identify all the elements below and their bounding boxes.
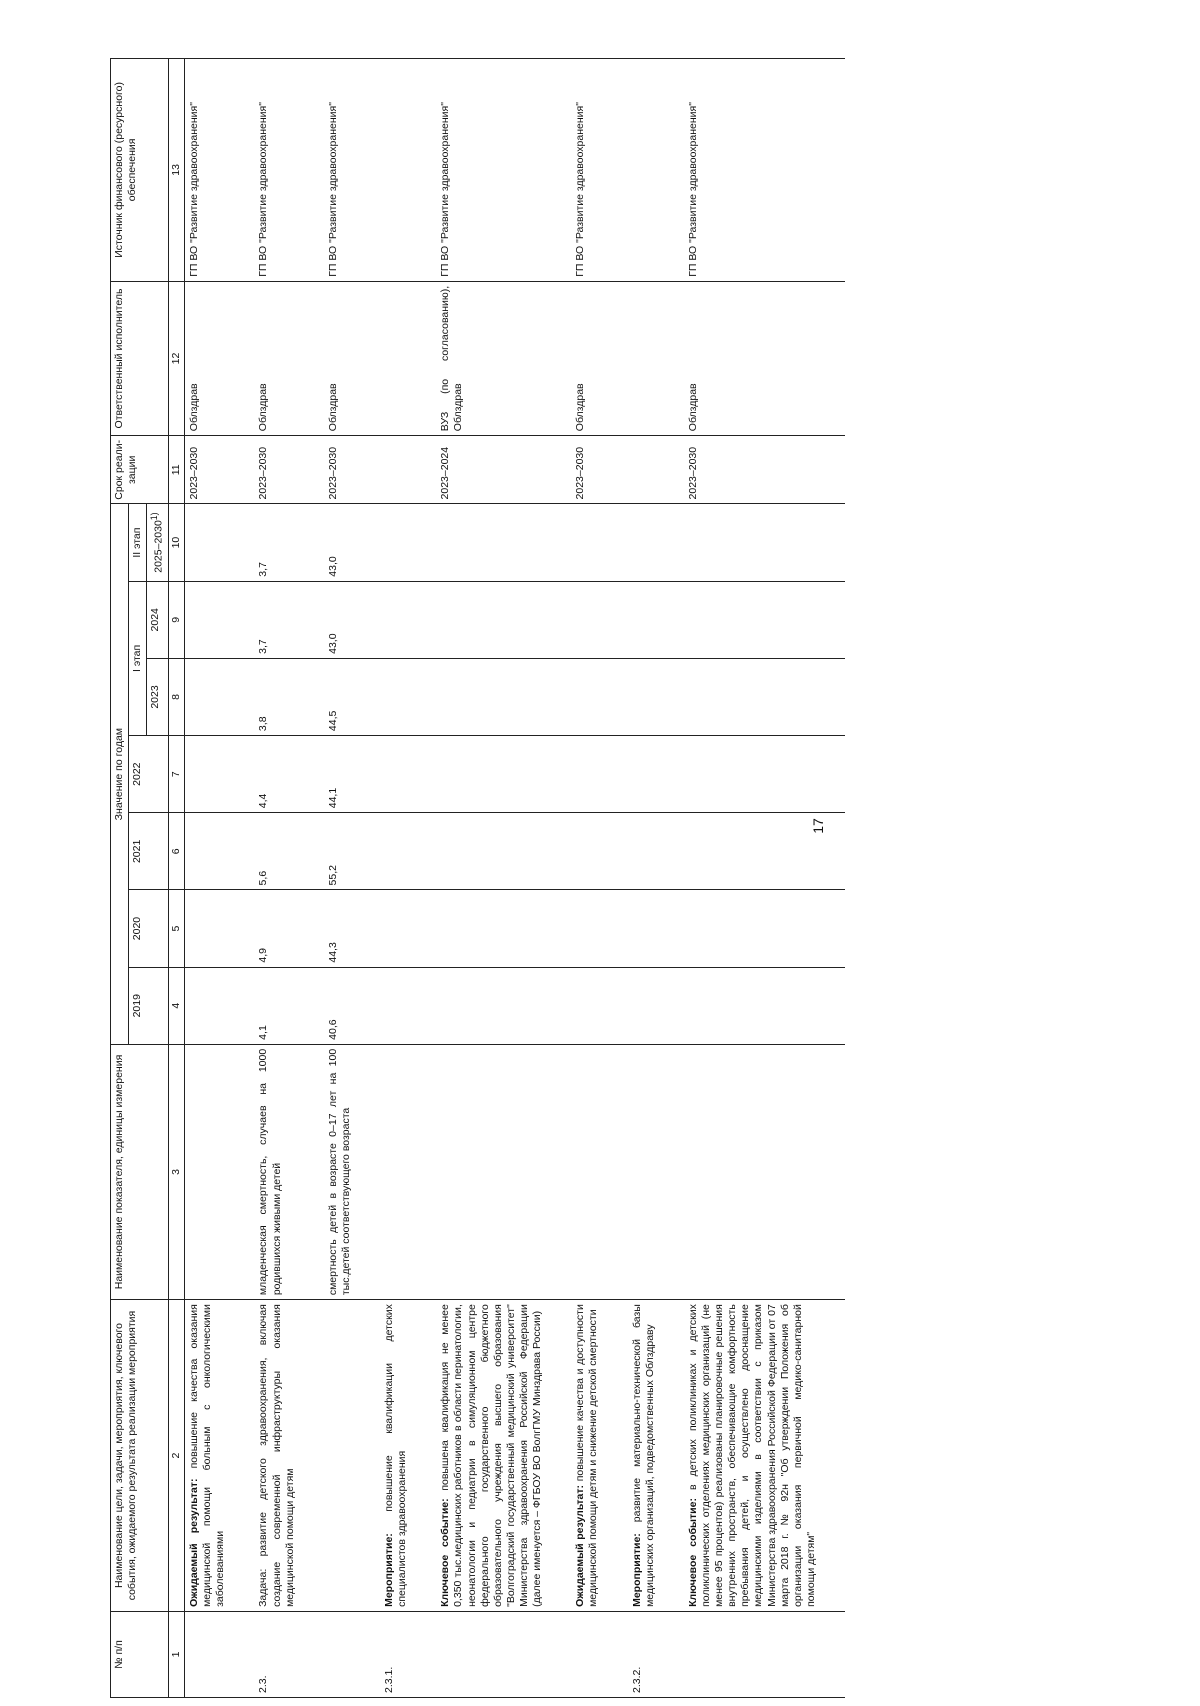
value-2025-2030	[436, 504, 547, 581]
row-label-text: повышение качества оказания медицинской помощи больным с онкологическими заболеваниями	[188, 1304, 227, 1607]
spacer-cell	[412, 581, 436, 658]
value-2021: 55,2	[324, 813, 356, 890]
row-responsible: ВУЗ (по согласованию), Облздрав	[436, 281, 547, 435]
spacer-cell	[356, 581, 380, 658]
spacer-cell	[356, 1300, 380, 1612]
spacer-cell	[821, 890, 845, 967]
row-source: ГП ВО "Развитие здравоохранения"	[324, 59, 356, 282]
spacer-cell	[412, 504, 436, 581]
spacer-cell	[660, 813, 684, 890]
table-row	[436, 59, 547, 1698]
row-term: 2023–2030	[571, 436, 603, 504]
spacer-cell	[660, 658, 684, 735]
spacer-cell	[604, 281, 628, 435]
spacer-cell	[660, 890, 684, 967]
value-2025-2030: 3,7	[254, 504, 299, 581]
spacer-cell	[300, 1300, 324, 1612]
value-2023	[436, 658, 547, 735]
row-name	[571, 1300, 603, 1612]
spacer-cell	[356, 436, 380, 504]
row-indicator	[436, 1044, 547, 1299]
spacer-cell	[547, 281, 571, 435]
header-indicator: Наименование показателя, единицы измерения	[111, 1044, 169, 1299]
row-term	[628, 436, 660, 504]
row-label-bold: Мероприятие:	[383, 1533, 395, 1607]
row-name	[628, 1300, 660, 1612]
row-source: ГП ВО "Развитие здравоохранения"	[185, 59, 231, 282]
value-2023	[684, 658, 821, 735]
spacer-cell	[604, 581, 628, 658]
row-label-bold: Ключевое событие:	[686, 1498, 699, 1607]
spacer-cell	[230, 890, 254, 967]
value-2022	[436, 736, 547, 813]
value-2022	[380, 736, 412, 813]
header-2020: 2020	[129, 890, 169, 967]
row-responsible: Облздрав	[684, 281, 821, 435]
row-source: ГП ВО "Развитие здравоохранения"	[254, 59, 299, 282]
row-number	[684, 1611, 821, 1697]
row-label-text: повышена квалификация не менее 0,350 тыс.медицинских работников в области перинатологии, неонатологии и педиатрии в симуляционном центре федерального государственного бюджетного образовательного учреждения высшего образования "Волгоградский государственный медицинский университет" Министерства здравоохранения Российской Федерации (далее именуется – ФГБОУ ВО ВолгГМУ Минздрава России)	[439, 1304, 544, 1607]
value-2025-2030	[684, 504, 821, 581]
row-name	[254, 1300, 299, 1612]
spacer-cell	[660, 436, 684, 504]
spacer-cell	[547, 436, 571, 504]
spacer-cell	[547, 581, 571, 658]
spacer-cell	[604, 967, 628, 1044]
value-2023: 3,8	[254, 658, 299, 735]
col-number-9: 9	[168, 581, 184, 658]
row-label-text: повышение квалификации детских специалистов здравоохранения	[383, 1304, 409, 1607]
value-2022	[684, 736, 821, 813]
spacer-cell	[230, 736, 254, 813]
row-responsible: Облздрав	[324, 281, 356, 435]
spacer-cell	[300, 281, 324, 435]
header-values-group: Значение по годам	[111, 504, 129, 1044]
spacer-cell	[604, 504, 628, 581]
spacer-cell	[660, 1300, 684, 1612]
spacer-cell	[356, 281, 380, 435]
row-indicator	[571, 1044, 603, 1299]
spacer-cell	[821, 1611, 845, 1697]
value-2020	[185, 890, 231, 967]
value-2019	[380, 967, 412, 1044]
row-spacer	[412, 59, 436, 1698]
value-2019	[436, 967, 547, 1044]
spacer-cell	[821, 813, 845, 890]
value-2024	[380, 581, 412, 658]
value-2022: 4,4	[254, 736, 299, 813]
spacer-cell	[660, 967, 684, 1044]
spacer-cell	[412, 967, 436, 1044]
spacer-cell	[821, 59, 845, 282]
spacer-cell	[604, 736, 628, 813]
col-number-1: 1	[168, 1611, 184, 1697]
spacer-cell	[821, 1300, 845, 1612]
spacer-cell	[300, 967, 324, 1044]
value-2019: 40,6	[324, 967, 356, 1044]
table-row	[571, 59, 603, 1698]
spacer-cell	[660, 1611, 684, 1697]
spacer-cell	[356, 967, 380, 1044]
spacer-cell	[230, 281, 254, 435]
spacer-cell	[821, 581, 845, 658]
value-2024	[684, 581, 821, 658]
spacer-cell	[412, 658, 436, 735]
value-2024	[571, 581, 603, 658]
header-2023: 2023	[147, 658, 169, 735]
value-2024: 43,0	[324, 581, 356, 658]
value-2021	[436, 813, 547, 890]
row-name	[185, 1300, 231, 1612]
row-label-text: развитие материально-технической базы медицинских организаций, подведомственных Облздраву	[630, 1304, 656, 1607]
value-2020	[684, 890, 821, 967]
spacer-cell	[547, 1611, 571, 1697]
spacer-cell	[604, 890, 628, 967]
col-number-4: 4	[168, 967, 184, 1044]
value-2020: 44,3	[324, 890, 356, 967]
value-2022	[628, 736, 660, 813]
value-2020	[571, 890, 603, 967]
row-label-text: в детских поликлиниках и детских поликлинических отделениях медицинских организаций (не менее 95 процентов) реализованы планировочные решения внутренних пространств, обеспечивающие комфортность пребывания детей, и осуществлено дооснащение медицинскими изделиями в соответствии с приказом Министерства здравоохранения Российской Федерации от 07 марта 2018 г. № 92н "Об утверждении Положения об организации оказания первичной медико-санитарной помощи детям"	[686, 1304, 817, 1607]
spacer-cell	[604, 59, 628, 282]
value-2019: 4,1	[254, 967, 299, 1044]
header-responsible: Ответственный исполнитель	[111, 281, 169, 435]
table-header	[111, 59, 185, 1698]
value-2019	[185, 967, 231, 1044]
row-spacer	[604, 59, 628, 1698]
value-2023	[380, 658, 412, 735]
spacer-cell	[300, 504, 324, 581]
col-number-13: 13	[168, 59, 184, 282]
spacer-cell	[547, 504, 571, 581]
row-responsible	[380, 281, 412, 435]
spacer-cell	[660, 504, 684, 581]
spacer-cell	[230, 1044, 254, 1299]
spacer-cell	[412, 890, 436, 967]
value-2020	[380, 890, 412, 967]
value-2021	[571, 813, 603, 890]
value-2025-2030	[571, 504, 603, 581]
row-label-bold: Мероприятие:	[630, 1533, 643, 1607]
table-body	[185, 59, 846, 1698]
spacer-cell	[821, 1044, 845, 1299]
spacer-cell	[412, 436, 436, 504]
value-2020	[436, 890, 547, 967]
spacer-cell	[356, 504, 380, 581]
row-label-text: Задача: развитие детского здравоохранения, включая создание современной инфраструктуры оказания медицинской помощи детям	[257, 1304, 296, 1607]
row-number	[571, 1611, 603, 1697]
row-number	[324, 1611, 356, 1697]
value-2019	[571, 967, 603, 1044]
row-source: ГП ВО "Развитие здравоохранения"	[571, 59, 603, 282]
row-indicator	[185, 1044, 231, 1299]
spacer-cell	[412, 281, 436, 435]
spacer-cell	[412, 1044, 436, 1299]
value-2019	[628, 967, 660, 1044]
row-term: 2023–2030	[254, 436, 299, 504]
row-name	[436, 1300, 547, 1612]
row-source	[628, 59, 660, 282]
table-row	[684, 59, 821, 1698]
spacer-cell	[660, 1044, 684, 1299]
table-row	[254, 59, 299, 1698]
row-spacer	[230, 59, 254, 1698]
row-term: 2023–2024	[436, 436, 547, 504]
spacer-cell	[604, 658, 628, 735]
row-responsible	[628, 281, 660, 435]
row-number	[436, 1611, 547, 1697]
row-number: 2.3.2.	[628, 1611, 660, 1697]
spacer-cell	[356, 813, 380, 890]
row-source: ГП ВО "Развитие здравоохранения"	[684, 59, 821, 282]
spacer-cell	[230, 581, 254, 658]
spacer-cell	[604, 1044, 628, 1299]
spacer-cell	[547, 813, 571, 890]
page-number: 17	[810, 818, 826, 834]
spacer-cell	[604, 1611, 628, 1697]
spacer-cell	[356, 890, 380, 967]
spacer-cell	[356, 658, 380, 735]
row-term: 2023–2030	[185, 436, 231, 504]
spacer-cell	[230, 813, 254, 890]
spacer-cell	[547, 658, 571, 735]
spacer-cell	[356, 59, 380, 282]
spacer-cell	[821, 658, 845, 735]
row-indicator	[628, 1044, 660, 1299]
value-2021	[185, 813, 231, 890]
row-responsible: Облздрав	[254, 281, 299, 435]
spacer-cell	[300, 658, 324, 735]
row-number: 2.3.1.	[380, 1611, 412, 1697]
row-spacer	[547, 59, 571, 1698]
spacer-cell	[547, 59, 571, 282]
col-number-6: 6	[168, 813, 184, 890]
spacer-cell	[660, 581, 684, 658]
col-number-10: 10	[168, 504, 184, 581]
spacer-cell	[821, 736, 845, 813]
table-row	[628, 59, 660, 1698]
spacer-cell	[230, 658, 254, 735]
spacer-cell	[300, 1611, 324, 1697]
spacer-cell	[300, 59, 324, 282]
col-number-2: 2	[168, 1300, 184, 1612]
col-number-8: 8	[168, 658, 184, 735]
spacer-cell	[412, 813, 436, 890]
spacer-cell	[412, 1611, 436, 1697]
value-2025-2030: 43,0	[324, 504, 356, 581]
header-2019: 2019	[129, 967, 169, 1044]
row-source: ГП ВО "Развитие здравоохранения"	[436, 59, 547, 282]
value-2024	[628, 581, 660, 658]
row-number: 2.3.	[254, 1611, 299, 1697]
value-2022	[185, 736, 231, 813]
row-spacer	[356, 59, 380, 1698]
value-2022: 44,1	[324, 736, 356, 813]
header-number: № п/п	[111, 1611, 169, 1697]
header-2025-2030-label: 2025–2030	[152, 520, 165, 573]
spacer-cell	[412, 1300, 436, 1612]
spacer-cell	[300, 436, 324, 504]
value-2025-2030	[380, 504, 412, 581]
spacer-cell	[230, 1300, 254, 1612]
row-name	[684, 1300, 821, 1612]
row-spacer	[300, 59, 324, 1698]
header-2025-2030	[147, 504, 169, 581]
spacer-cell	[660, 59, 684, 282]
value-2021	[380, 813, 412, 890]
value-2024	[436, 581, 547, 658]
value-2023	[185, 658, 231, 735]
row-name	[380, 1300, 412, 1612]
row-responsible: Облздрав	[571, 281, 603, 435]
spacer-cell	[412, 59, 436, 282]
program-table	[110, 58, 845, 1698]
value-2023	[571, 658, 603, 735]
spacer-cell	[547, 736, 571, 813]
spacer-cell	[300, 736, 324, 813]
spacer-cell	[604, 436, 628, 504]
header-name: Наименование цели, задачи, мероприятия, ключевого события, ожидаемого результата реализации мероприятия	[111, 1300, 169, 1612]
row-spacer	[821, 59, 845, 1698]
row-indicator	[684, 1044, 821, 1299]
value-2021: 5,6	[254, 813, 299, 890]
row-term	[380, 436, 412, 504]
spacer-cell	[300, 1044, 324, 1299]
row-term: 2023–2030	[324, 436, 356, 504]
header-stage-2: II этап	[129, 504, 147, 581]
row-label-bold: Ожидаемый результат:	[188, 1478, 200, 1607]
col-number-12: 12	[168, 281, 184, 435]
spacer-cell	[230, 967, 254, 1044]
col-number-5: 5	[168, 890, 184, 967]
spacer-cell	[230, 1611, 254, 1697]
row-term: 2023–2030	[684, 436, 821, 504]
spacer-cell	[660, 281, 684, 435]
col-number-11: 11	[168, 436, 184, 504]
value-2019	[684, 967, 821, 1044]
spacer-cell	[821, 504, 845, 581]
header-source: Источник финансового (ресурсного) обеспечения	[111, 59, 169, 282]
value-2023	[628, 658, 660, 735]
col-number-3: 3	[168, 1044, 184, 1299]
table-row	[380, 59, 412, 1698]
spacer-cell	[356, 1044, 380, 1299]
value-2020: 4,9	[254, 890, 299, 967]
spacer-cell	[547, 890, 571, 967]
value-2024	[185, 581, 231, 658]
row-source	[380, 59, 412, 282]
header-stage-1: I этап	[129, 581, 147, 735]
row-indicator: младенческая смертность, случаев на 1000 родившихся живыми детей	[254, 1044, 299, 1299]
row-responsible: Облздрав	[185, 281, 231, 435]
value-2024: 3,7	[254, 581, 299, 658]
spacer-cell	[604, 1300, 628, 1612]
spacer-cell	[821, 967, 845, 1044]
row-indicator	[380, 1044, 412, 1299]
value-2021	[684, 813, 821, 890]
spacer-cell	[547, 967, 571, 1044]
spacer-cell	[300, 813, 324, 890]
spacer-cell	[356, 1611, 380, 1697]
col-number-7: 7	[168, 736, 184, 813]
value-2025-2030	[628, 504, 660, 581]
row-number	[185, 1611, 231, 1697]
spacer-cell	[230, 504, 254, 581]
row-label-bold: Ожидаемый результат:	[574, 1485, 587, 1607]
spacer-cell	[547, 1300, 571, 1612]
spacer-cell	[300, 890, 324, 967]
header-2024: 2024	[147, 581, 169, 658]
value-2022	[571, 736, 603, 813]
header-term: Срок реали-зации	[111, 436, 169, 504]
row-name	[324, 1300, 356, 1612]
spacer-cell	[821, 281, 845, 435]
value-2020	[628, 890, 660, 967]
rotated-table-page	[110, 58, 1110, 1698]
spacer-cell	[604, 813, 628, 890]
row-label-bold: Ключевое событие:	[439, 1498, 452, 1607]
spacer-cell	[300, 581, 324, 658]
row-indicator: смертность детей в возрасте 0–17 лет на 100 тыс.детей соответствующего возраста	[324, 1044, 356, 1299]
spacer-cell	[547, 1044, 571, 1299]
table-row	[185, 59, 231, 1698]
row-spacer	[660, 59, 684, 1698]
spacer-cell	[412, 736, 436, 813]
value-2023: 44,5	[324, 658, 356, 735]
spacer-cell	[821, 436, 845, 504]
value-2025-2030	[185, 504, 231, 581]
table-row	[324, 59, 356, 1698]
spacer-cell	[356, 736, 380, 813]
footnote-mark: 1)	[149, 512, 160, 521]
value-2021	[628, 813, 660, 890]
spacer-cell	[660, 736, 684, 813]
spacer-cell	[230, 436, 254, 504]
header-2022: 2022	[129, 736, 169, 813]
header-2021: 2021	[129, 813, 169, 890]
row-label-text: повышение качества и доступности медицинской помощи детям и снижение детской смертности	[574, 1304, 600, 1607]
spacer-cell	[230, 59, 254, 282]
